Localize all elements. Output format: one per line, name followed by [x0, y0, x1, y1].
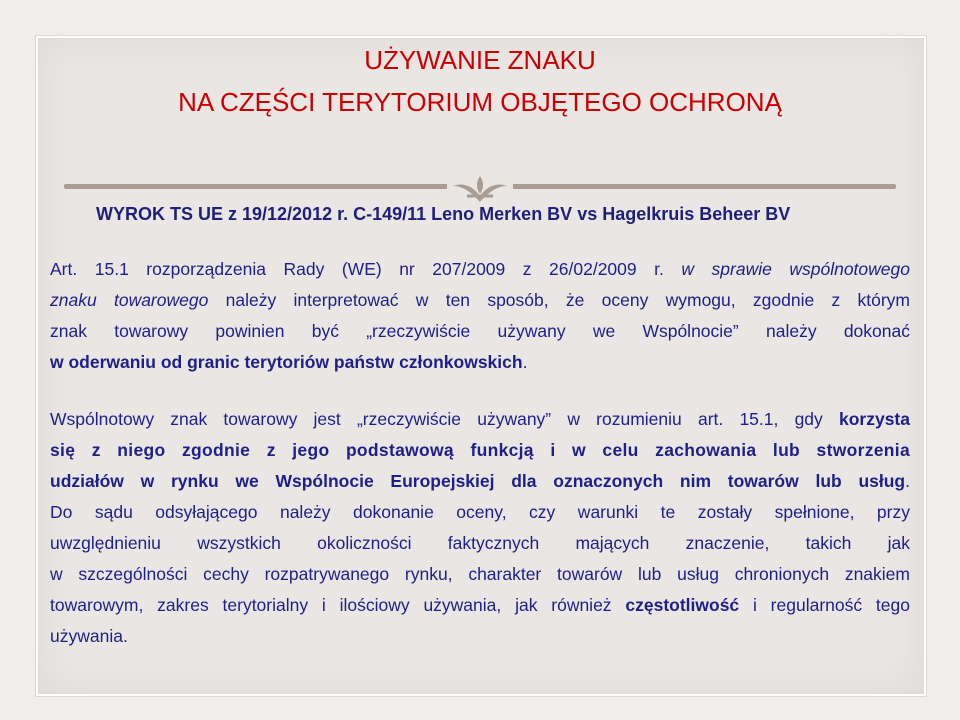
paragraph-2-line: uwzględnieniu wszystkich okoliczności faktycznych mających znaczenie, takich jak: [50, 533, 910, 553]
paragraph-2-line: w szczególności cechy rozpatrywanego rynku, charakter towarów lub usług chronionych znakiem: [50, 564, 910, 584]
paragraph-2-line: się z niego zgodnie z jego podstawową funkcją i w celu zachowania lub stworzenia: [50, 440, 910, 460]
paragraph-1-line: znaku towarowego należy interpretować w ten sposób, że oceny wymogu, zgodnie z którym: [50, 290, 911, 310]
paragraph-2-line: Do sądu odsyłającego należy dokonanie oceny, czy warunki te zostały spełnione, przy: [50, 502, 910, 522]
judgment-reference: WYROK TS UE z 19/12/2012 r. C-149/11 Leno Merken BV vs Hagelkruis Beheer BV: [96, 204, 791, 224]
title-line-2: NA CZĘŚCI TERYTORIUM OBJĘTEGO OCHRONĄ: [178, 87, 782, 117]
title-line-1: UŻYWANIE ZNAKU: [364, 45, 596, 75]
paragraph-1-line: w oderwaniu od granic terytoriów państw członkowskich.: [50, 352, 528, 372]
paragraph-1-line: Art. 15.1 rozporządzenia Rady (WE) nr 207/2009 z 26/02/2009 r. w sprawie wspólnotowego: [50, 259, 910, 279]
paragraph-2-line: używania.: [50, 626, 128, 646]
paragraph-2-line: Wspólnotowy znak towarowy jest „rzeczywiście używany” w rozumieniu art. 15.1, gdy korzysta: [50, 409, 910, 429]
paragraph-2-line: towarowym, zakres terytorialny i ilościowy używania, jak również częstotliwość i regularność tego: [50, 595, 910, 615]
paragraph-2: [50, 404, 910, 652]
paragraph-1: [50, 254, 910, 378]
paragraph-2-line: udziałów w rynku we Wspólnocie Europejskiej dla oznaczonych nim towarów lub usług.: [50, 471, 910, 491]
paragraph-1-line: znak towarowy powinien być „rzeczywiście używany we Wspólnocie” należy dokonać: [50, 321, 910, 341]
